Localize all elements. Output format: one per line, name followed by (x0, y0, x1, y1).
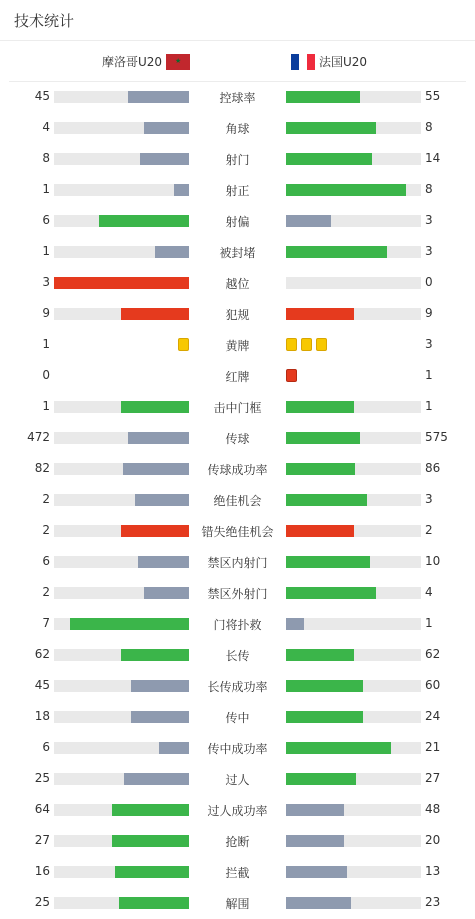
stat-row (0, 174, 475, 205)
home-bar-track (54, 525, 189, 537)
stat-row (0, 329, 475, 360)
home-bar-fill (121, 525, 189, 537)
home-bar-fill (135, 494, 189, 506)
home-bar-track (54, 277, 189, 289)
away-bar-fill (286, 246, 387, 258)
home-value: 7 (42, 616, 50, 630)
home-bar-fill (131, 711, 189, 723)
yellow-card-icon (301, 338, 312, 351)
stat-label: 越位 (225, 277, 250, 291)
home-bar-fill (138, 556, 189, 568)
stat-row (0, 298, 475, 329)
away-bar-track (286, 277, 421, 289)
away-value: 62 (425, 647, 441, 661)
stat-row (0, 887, 475, 918)
home-bar-fill (131, 680, 189, 692)
home-bar-track (54, 308, 189, 320)
stat-label: 禁区外射门 (207, 587, 268, 601)
away-value: 1 (425, 368, 433, 382)
home-bar-fill (121, 401, 189, 413)
home-bar-track (54, 401, 189, 413)
away-value: 24 (425, 709, 441, 723)
away-bar-track (286, 866, 421, 878)
away-bar-track (286, 308, 421, 320)
away-value: 8 (425, 182, 433, 196)
home-bar-fill (119, 897, 189, 909)
stat-row (0, 236, 475, 267)
home-bar-fill (112, 835, 189, 847)
away-value: 48 (425, 802, 441, 816)
stat-row (0, 81, 475, 112)
home-value: 45 (34, 89, 50, 103)
stat-row (0, 577, 475, 608)
stat-row (0, 546, 475, 577)
home-bar-track (54, 680, 189, 692)
away-bar-fill (286, 308, 354, 320)
home-bar-fill (155, 246, 189, 258)
stat-label: 射门 (225, 153, 250, 167)
stat-row (0, 639, 475, 670)
home-team-name: 摩洛哥U20 (101, 55, 162, 69)
stat-label: 角球 (225, 122, 250, 136)
home-bar-fill (144, 122, 189, 134)
home-value: 25 (34, 895, 50, 909)
home-value: 64 (34, 802, 50, 816)
home-value: 1 (42, 244, 50, 258)
away-value: 1 (425, 399, 433, 413)
away-bar-track (286, 432, 421, 444)
france-flag-icon (291, 54, 315, 70)
stat-label: 红牌 (225, 370, 250, 384)
home-value: 1 (42, 337, 50, 351)
away-bar-track (286, 494, 421, 506)
home-value: 2 (42, 523, 50, 537)
away-bar-fill (286, 742, 391, 754)
stat-label: 门将扑救 (213, 618, 262, 632)
stat-label: 黄牌 (225, 339, 250, 353)
home-bar-track (54, 649, 189, 661)
away-bar-track (286, 587, 421, 599)
away-value: 2 (425, 523, 433, 537)
home-bar-track (54, 246, 189, 258)
stat-row (0, 856, 475, 887)
home-value: 2 (42, 492, 50, 506)
away-bar-fill (286, 463, 355, 475)
away-bar-fill (286, 556, 370, 568)
stat-row (0, 515, 475, 546)
stat-label: 禁区内射门 (207, 556, 268, 570)
away-value: 4 (425, 585, 433, 599)
home-bar-fill (121, 308, 189, 320)
home-bar-fill (159, 742, 189, 754)
away-bar-fill (286, 153, 372, 165)
away-bar-fill (286, 525, 354, 537)
home-bar-track (54, 587, 189, 599)
away-bar-fill (286, 91, 360, 103)
home-bar-track (54, 773, 189, 785)
home-value: 62 (34, 647, 50, 661)
away-value: 21 (425, 740, 441, 754)
home-bar-track (54, 215, 189, 227)
away-bar-track (286, 122, 421, 134)
morocco-flag-icon (166, 54, 190, 70)
home-bar-track (54, 835, 189, 847)
away-bar-track (286, 618, 421, 630)
home-bar-fill (54, 277, 189, 289)
away-bar-track (286, 246, 421, 258)
away-value: 86 (425, 461, 441, 475)
stat-label: 错失绝佳机会 (201, 525, 274, 539)
away-value: 9 (425, 306, 433, 320)
away-bar-track (286, 463, 421, 475)
stat-label: 抢断 (225, 835, 250, 849)
home-bar-fill (144, 587, 189, 599)
away-bar-track (286, 556, 421, 568)
away-bar-fill (286, 866, 347, 878)
away-value: 3 (425, 492, 433, 506)
home-value: 8 (42, 151, 50, 165)
stat-label: 长传 (225, 649, 250, 663)
stat-row (0, 205, 475, 236)
stat-label: 解围 (225, 897, 250, 911)
yellow-card-icon (178, 338, 189, 351)
away-bar-track (286, 215, 421, 227)
stat-row (0, 143, 475, 174)
away-bar-fill (286, 401, 354, 413)
home-value: 3 (42, 275, 50, 289)
away-value: 0 (425, 275, 433, 289)
home-value: 1 (42, 182, 50, 196)
page-title: 技术统计 (14, 12, 75, 30)
home-team[interactable] (102, 53, 190, 70)
home-value: 45 (34, 678, 50, 692)
away-bar-track (286, 835, 421, 847)
yellow-card-icon (316, 338, 327, 351)
stat-label: 控球率 (219, 91, 256, 105)
teams-bar (9, 41, 466, 82)
home-value: 0 (42, 368, 50, 382)
stat-row (0, 484, 475, 515)
away-value: 60 (425, 678, 441, 692)
away-cards (286, 338, 327, 352)
home-bar-fill (174, 184, 189, 196)
away-value: 3 (425, 213, 433, 227)
stat-row (0, 701, 475, 732)
away-cards (286, 369, 297, 383)
away-bar-fill (286, 618, 304, 630)
stat-label: 传中 (225, 711, 250, 725)
stat-row (0, 112, 475, 143)
stat-label: 犯规 (225, 308, 250, 322)
home-value: 6 (42, 213, 50, 227)
away-bar-fill (286, 432, 360, 444)
away-bar-track (286, 742, 421, 754)
stat-row (0, 732, 475, 763)
away-bar-track (286, 711, 421, 723)
away-value: 575 (425, 430, 448, 444)
away-value: 14 (425, 151, 441, 165)
away-value: 27 (425, 771, 441, 785)
home-bar-track (54, 122, 189, 134)
home-value: 82 (34, 461, 50, 475)
home-cards (178, 338, 189, 352)
home-bar-track (54, 711, 189, 723)
away-bar-track (286, 525, 421, 537)
stat-label: 过人成功率 (207, 804, 268, 818)
away-value: 20 (425, 833, 441, 847)
stat-label: 被封堵 (219, 246, 256, 260)
away-bar-fill (286, 804, 344, 816)
away-team-name: 法国U20 (319, 55, 368, 69)
away-value: 10 (425, 554, 441, 568)
away-bar-fill (286, 122, 376, 134)
stat-row (0, 794, 475, 825)
home-bar-fill (99, 215, 189, 227)
away-value: 3 (425, 244, 433, 258)
home-value: 9 (42, 306, 50, 320)
away-bar-fill (286, 680, 363, 692)
home-value: 472 (27, 430, 50, 444)
stats-header (0, 0, 475, 41)
home-bar-track (54, 91, 189, 103)
home-value: 25 (34, 771, 50, 785)
away-bar-track (286, 897, 421, 909)
away-bar-fill (286, 494, 367, 506)
away-team[interactable] (291, 53, 367, 70)
home-bar-track (54, 432, 189, 444)
away-bar-track (286, 649, 421, 661)
home-value: 6 (42, 554, 50, 568)
stat-label: 绝佳机会 (213, 494, 262, 508)
stat-label: 传球 (225, 432, 250, 446)
away-bar-track (286, 401, 421, 413)
stat-label: 射正 (225, 184, 250, 198)
home-bar-track (54, 463, 189, 475)
stat-row (0, 825, 475, 856)
stat-label: 长传成功率 (207, 680, 268, 694)
home-bar-fill (115, 866, 189, 878)
home-bar-fill (112, 804, 189, 816)
away-value: 13 (425, 864, 441, 878)
home-bar-track (54, 556, 189, 568)
home-value: 6 (42, 740, 50, 754)
red-card-icon (286, 369, 297, 382)
stat-row (0, 763, 475, 794)
home-bar-fill (128, 432, 189, 444)
yellow-card-icon (286, 338, 297, 351)
away-value: 1 (425, 616, 433, 630)
home-bar-track (54, 866, 189, 878)
home-bar-track (54, 153, 189, 165)
away-bar-fill (286, 215, 331, 227)
away-bar-fill (286, 897, 351, 909)
stat-label: 拦截 (225, 866, 250, 880)
home-bar-track (54, 184, 189, 196)
away-value: 8 (425, 120, 433, 134)
stat-label: 传球成功率 (207, 463, 268, 477)
home-value: 16 (34, 864, 50, 878)
away-bar-fill (286, 711, 363, 723)
away-bar-track (286, 773, 421, 785)
away-bar-track (286, 184, 421, 196)
away-bar-fill (286, 587, 376, 599)
stat-row (0, 608, 475, 639)
away-value: 3 (425, 337, 433, 351)
away-value: 55 (425, 89, 441, 103)
stat-row (0, 453, 475, 484)
away-bar-track (286, 153, 421, 165)
home-bar-fill (70, 618, 189, 630)
away-bar-fill (286, 649, 354, 661)
stat-label: 击中门框 (213, 401, 262, 415)
away-bar-track (286, 804, 421, 816)
stat-label: 射偏 (225, 215, 250, 229)
away-bar-track (286, 680, 421, 692)
home-bar-track (54, 804, 189, 816)
away-bar-fill (286, 184, 406, 196)
away-value: 23 (425, 895, 441, 909)
home-bar-track (54, 494, 189, 506)
stat-row (0, 360, 475, 391)
stat-row (0, 422, 475, 453)
home-bar-fill (124, 773, 189, 785)
home-bar-track (54, 897, 189, 909)
home-value: 27 (34, 833, 50, 847)
away-bar-fill (286, 835, 344, 847)
home-value: 2 (42, 585, 50, 599)
stat-row (0, 391, 475, 422)
stats-list (0, 81, 475, 918)
home-bar-track (54, 742, 189, 754)
stat-row (0, 267, 475, 298)
away-bar-fill (286, 773, 356, 785)
home-value: 4 (42, 120, 50, 134)
home-bar-fill (140, 153, 189, 165)
home-bar-fill (121, 649, 189, 661)
home-value: 1 (42, 399, 50, 413)
stat-label: 传中成功率 (207, 742, 268, 756)
away-bar-track (286, 91, 421, 103)
home-bar-fill (128, 91, 189, 103)
home-value: 18 (34, 709, 50, 723)
home-bar-fill (123, 463, 189, 475)
stat-label: 过人 (225, 773, 250, 787)
stat-row (0, 670, 475, 701)
home-bar-track (54, 618, 189, 630)
